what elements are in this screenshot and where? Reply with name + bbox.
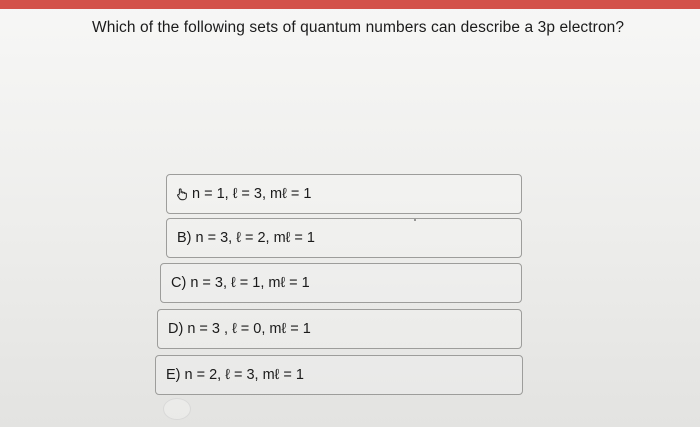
option-c[interactable] (160, 263, 522, 303)
option-e[interactable] (155, 355, 523, 395)
option-d-label: D) n = 3 , ℓ = 0, mℓ = 1 (168, 321, 311, 337)
option-b-label: B) n = 3, ℓ = 2, mℓ = 1 (177, 230, 315, 246)
option-a[interactable] (166, 174, 522, 214)
screen-smudge (163, 398, 191, 420)
option-a-label: n = 1, ℓ = 3, mℓ = 1 (192, 186, 312, 202)
question-text: Which of the following sets of quantum numbers can describe a 3p electron? (92, 19, 625, 36)
option-c-label: C) n = 3, ℓ = 1, mℓ = 1 (171, 275, 310, 291)
screen-speck (414, 219, 416, 221)
option-b[interactable] (166, 218, 522, 258)
hand-pointer-icon (175, 187, 189, 201)
option-e-label: E) n = 2, ℓ = 3, mℓ = 1 (166, 367, 304, 383)
option-d[interactable] (157, 309, 522, 349)
